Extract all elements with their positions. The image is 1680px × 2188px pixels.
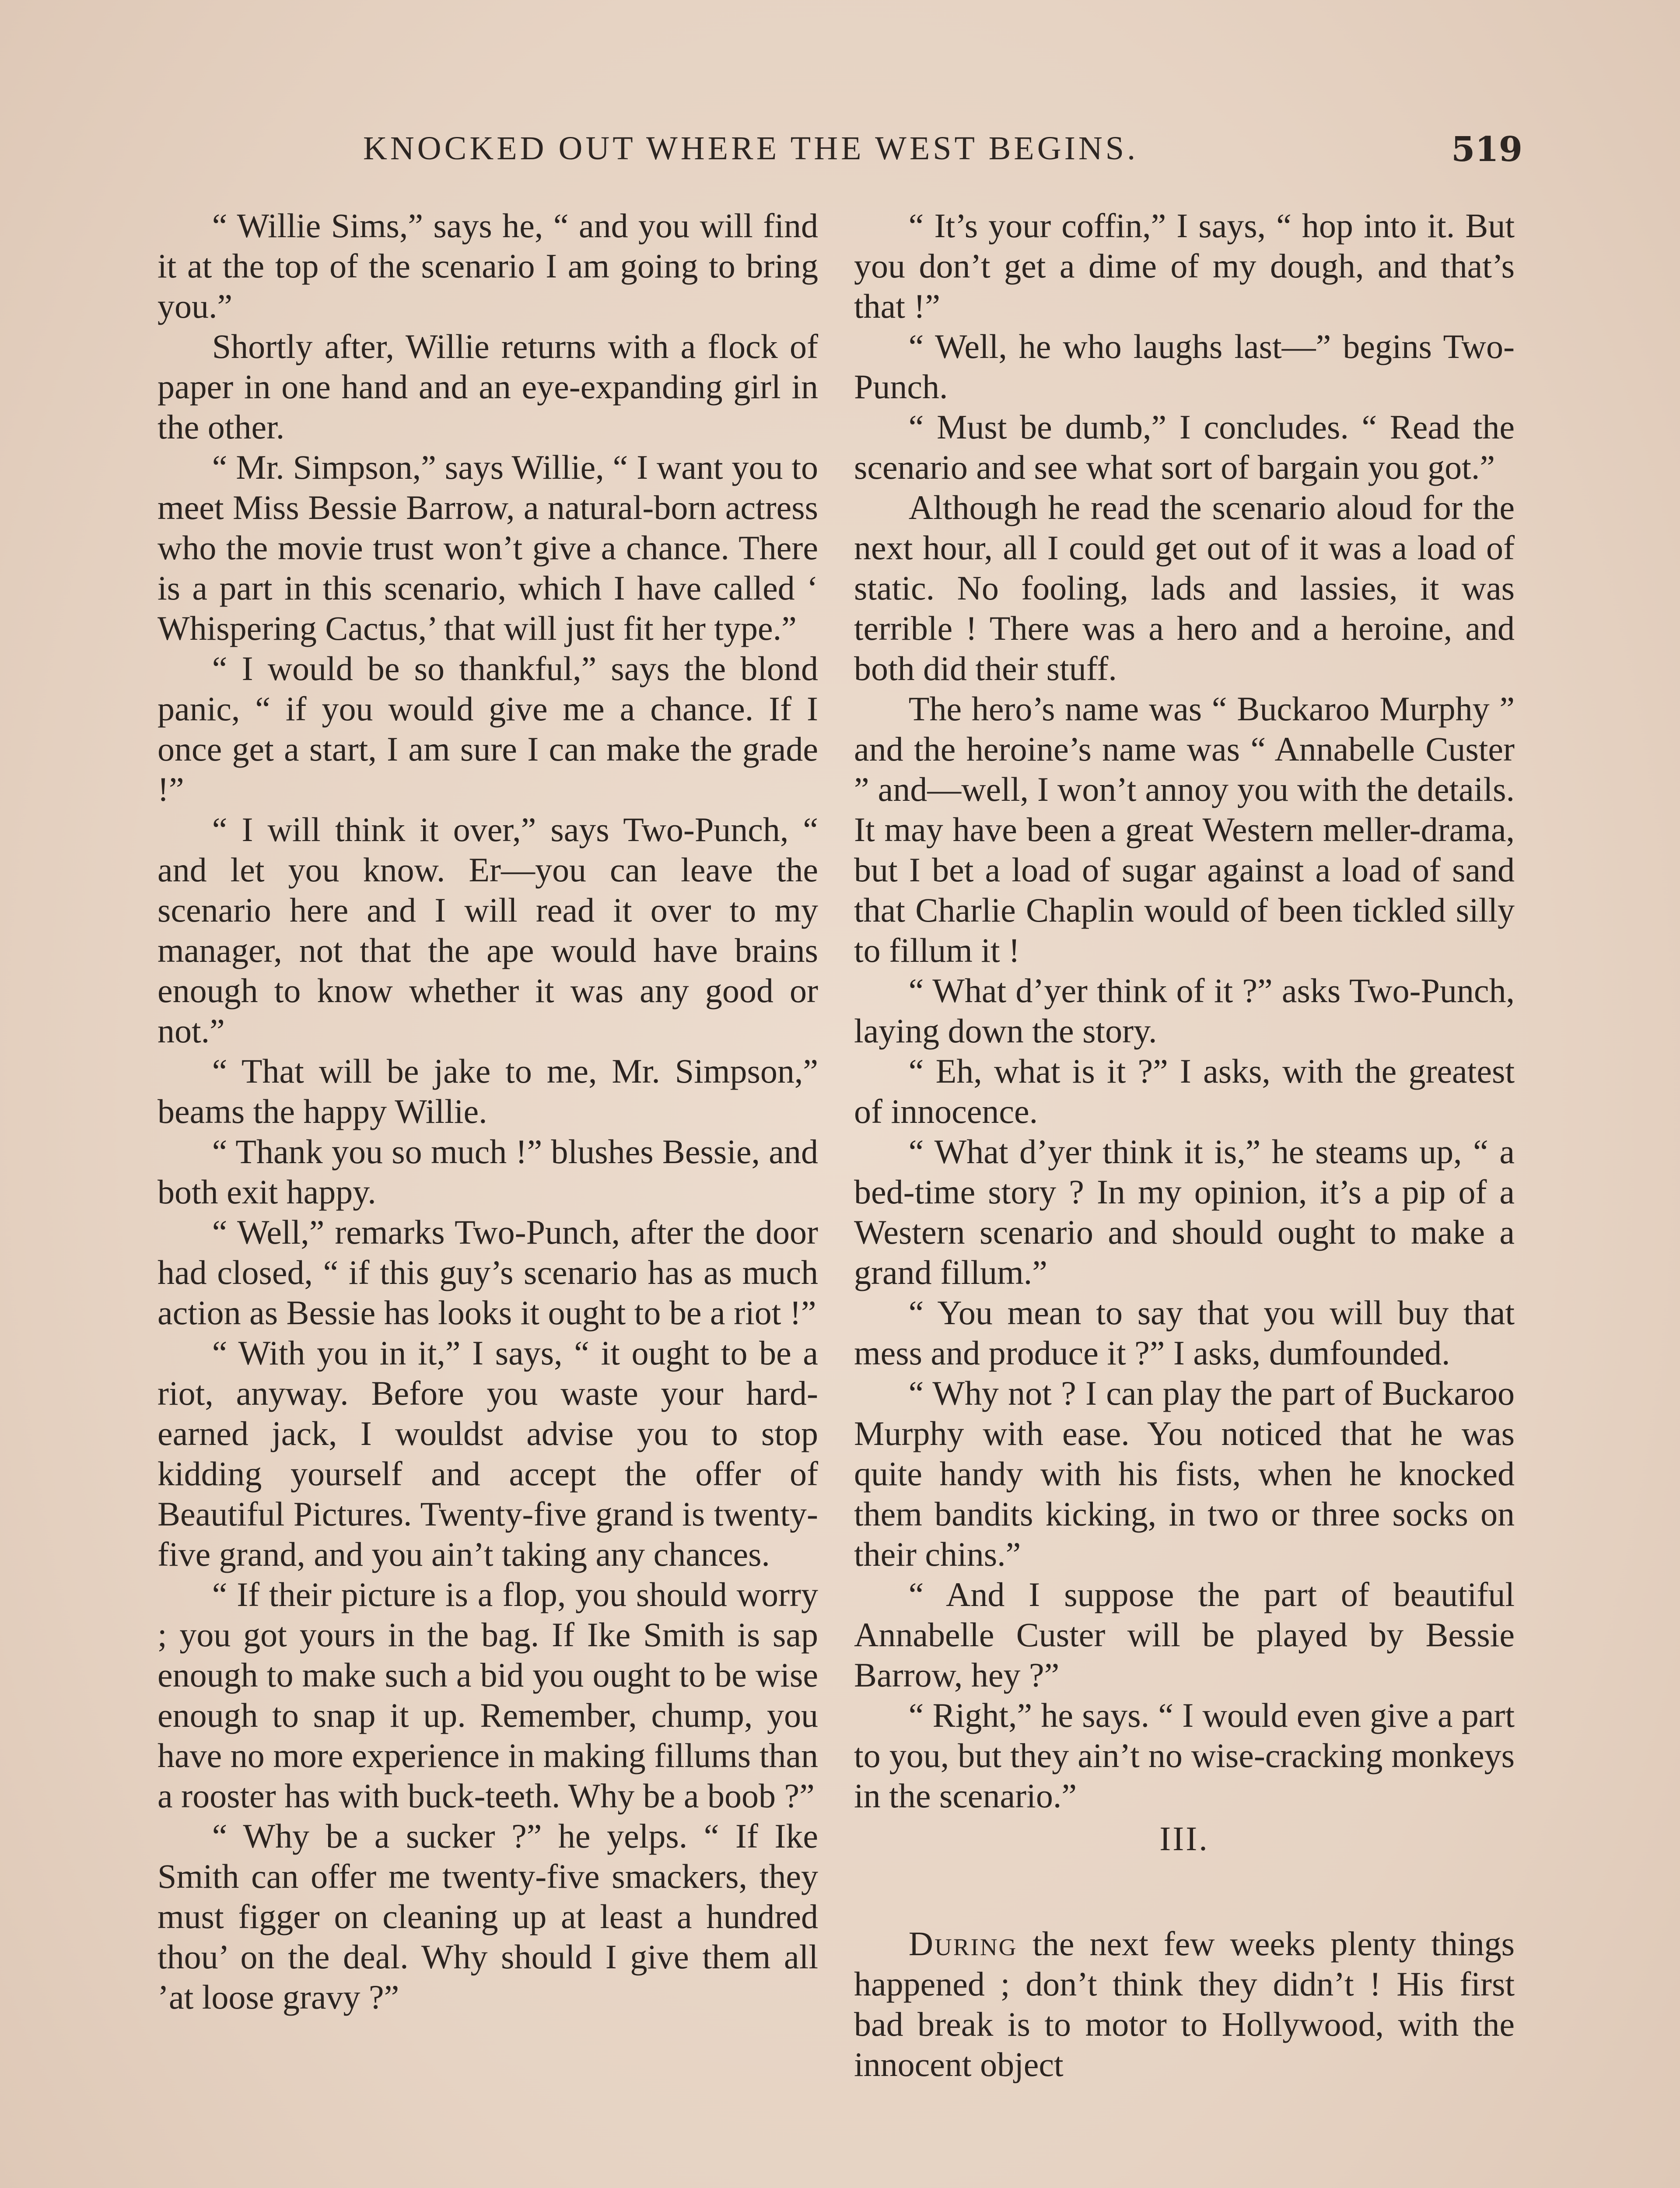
section-heading: III. xyxy=(1159,1820,1209,1858)
paragraph: “ That will be jake to me, Mr. Simpson,” beams the happy Willie. xyxy=(158,1052,818,1130)
page-number: 519 xyxy=(1451,130,1522,169)
paragraph: “ What d’yer think it is,” he steams up, “ a bed-time story ? In my opinion, it’s a pip of a Western scenario and should ought to make a grand fillum.” xyxy=(854,1133,1515,1291)
paragraph: “ Well,” remarks Two-Punch, after the door had closed, “ if this guy’s scenario has as much action as Bessie has looks it ought to be a riot !” xyxy=(158,1213,818,1332)
paragraph: “ With you in it,” I says, “ it ought to be a riot, anyway. Before you waste your hard-earned jack, I wouldst advise you to stop kidding yourself and accept the offer of Beautiful Pictures. Twenty-five grand is twenty-five grand, and you ain’t taking any chances. xyxy=(158,1334,818,1573)
paragraph: “ What d’yer think of it ?” asks Two-Punch, laying down the story. xyxy=(854,971,1515,1050)
left-column xyxy=(158,206,818,2017)
lead-word: During xyxy=(908,1925,1018,1963)
right-column xyxy=(854,206,1515,2085)
paragraph: “ Why not ? I can play the part of Buckaroo Murphy with ease. You noticed that he was quite handy with his fists, when he knocked them bandits kicking, in two or three socks on their chins.” xyxy=(854,1374,1515,1573)
paragraph: “ I will think it over,” says Two-Punch, “ and let you know. Er—you can leave the scenario here and I will read it over to my manager, not that the ape would have brains enough to know whether it was any good or not.” xyxy=(158,810,818,1050)
paragraph: Shortly after, Willie returns with a flock of paper in one hand and an eye-expanding girl in the other. xyxy=(158,327,818,446)
running-title: KNOCKED OUT WHERE THE WEST BEGINS. xyxy=(363,130,1139,167)
section-opening-paragraph xyxy=(854,1924,1515,2085)
paragraph: “ Mr. Simpson,” says Willie, “ I want you to meet Miss Bessie Barrow, a natural-born actress who the movie trust won’t give a chance. There is a part in this scenario, which I have called ‘ Whispering Cactus,’ that will just fit her type.” xyxy=(158,448,818,647)
paragraph: “ It’s your coffin,” I says, “ hop into it. But you don’t get a dime of my dough, and that’s that !” xyxy=(854,207,1515,325)
paragraph: “ Must be dumb,” I concludes. “ Read the scenario and see what sort of bargain you got.” xyxy=(854,408,1515,486)
paragraph: “ Thank you so much !” blushes Bessie, and both exit happy. xyxy=(158,1133,818,1211)
paragraph: “ If their picture is a flop, you should worry ; you got yours in the bag. If Ike Smith is sap enough to make such a bid you ought to be wise enough to snap it up. Remember, chump, you have no more experience in making fillums than a rooster has with buck-teeth. Why be a boob ?” xyxy=(158,1575,818,1815)
paragraph: “ Eh, what is it ?” I asks, with the greatest of innocence. xyxy=(854,1052,1515,1130)
paragraph: “ Why be a sucker ?” he yelps. “ If Ike Smith can offer me twenty-five smackers, they must figger on cleaning up at least a hundred thou’ on the deal. Why should I give them all ’at loose gravy ?” xyxy=(158,1817,818,2016)
running-header xyxy=(158,130,1522,178)
paragraph: “ Willie Sims,” says he, “ and you will find it at the top of the scenario I am going to bring you.” xyxy=(158,207,818,325)
paragraph: “ I would be so thankful,” says the blond panic, “ if you would give me a chance. If I once get a start, I am sure I can make the grade !” xyxy=(158,649,818,808)
paragraph: Although he read the scenario aloud for the next hour, all I could get out of it was a load of static. No fooling, lads and lassies, it was terrible ! There was a hero and a heroine, and both did their stuff. xyxy=(854,488,1515,687)
paragraph: “ And I suppose the part of beautiful Annabelle Custer will be played by Bessie Barrow, hey ?” xyxy=(854,1575,1515,1694)
paragraph: “ You mean to say that you will buy that mess and produce it ?” I asks, dumfounded. xyxy=(854,1294,1515,1372)
paragraph: “ Right,” he says. “ I would even give a part to you, but they ain’t no wise-cracking monkeys in the scenario.” xyxy=(854,1696,1515,1815)
opening-text: the next few weeks plenty things happened ; don’t think they didn’t ! His first bad break is to motor to Hollywood, with the innocent object xyxy=(854,1925,1515,2083)
paragraph: The hero’s name was “ Buckaroo Murphy ” and the heroine’s name was “ Annabelle Custer ” and—well, I won’t annoy you with the details. It may have been a great Western meller-drama, but I bet a load of sugar against a load of sand that Charlie Chaplin would of been tickled silly to fillum it ! xyxy=(854,690,1515,969)
paragraph: “ Well, he who laughs last—” begins Two-Punch. xyxy=(854,327,1515,406)
